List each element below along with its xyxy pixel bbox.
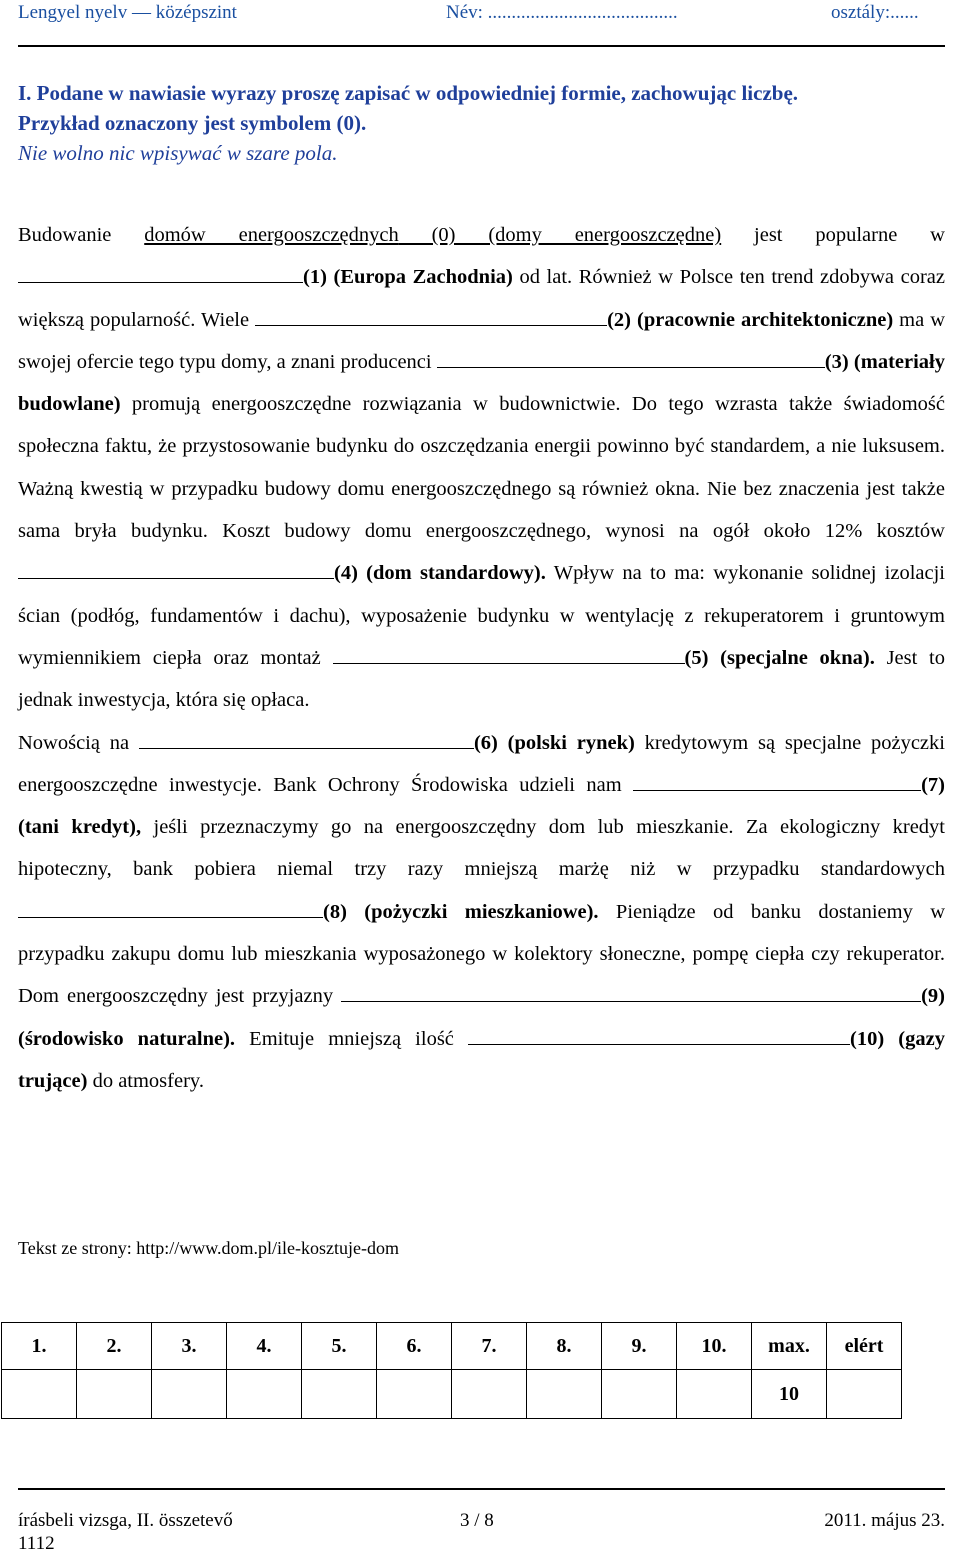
header-subject: Lengyel nyelv — középszint bbox=[18, 2, 237, 23]
score-cell[interactable] bbox=[677, 1370, 752, 1419]
gap-label-8: (8) (pożyczki mieszkaniowe). bbox=[323, 900, 599, 923]
score-header-max: max. bbox=[752, 1323, 827, 1370]
score-cell[interactable] bbox=[377, 1370, 452, 1419]
text-segment: Budowanie bbox=[18, 224, 145, 246]
score-header-8: 8. bbox=[527, 1323, 602, 1370]
score-cell[interactable] bbox=[77, 1370, 152, 1419]
text-segment: jeśli przeznaczymy go na energooszczędny dom lub mieszkanie. Za ekologiczny kredyt hipoteczny, bank pobiera niemal trzy razy mniejszą marżę niż w przypadku standardowych bbox=[18, 816, 945, 881]
text-segment: od lat. Również w Polsce ten trend zdobywa coraz większą popularność. Wiele bbox=[18, 266, 945, 331]
footer-code: 1112 bbox=[18, 1533, 55, 1554]
text-segment: Jest to jednak inwestycja, która się opłaca. bbox=[18, 646, 946, 712]
example-hint: (0) (domy energooszczędne) bbox=[398, 224, 722, 246]
gap-label-7: (7) (tani kredyt), bbox=[18, 773, 945, 839]
score-achieved-cell[interactable] bbox=[827, 1370, 902, 1419]
gap-label-2: (2) (pracownie architektoniczne) bbox=[607, 308, 894, 331]
text-segment: do atmosfery. bbox=[87, 1069, 204, 1092]
score-header-10: 10. bbox=[677, 1323, 752, 1370]
score-header-7: 7. bbox=[452, 1323, 527, 1370]
paragraph-2 bbox=[18, 722, 945, 1103]
footer-page-number: 3 / 8 bbox=[460, 1510, 494, 1531]
exercise-text bbox=[18, 214, 945, 1102]
score-header-row bbox=[2, 1323, 902, 1370]
gap-label-9: (9) (środowisko naturalne). bbox=[18, 985, 945, 1050]
text-segment: ma w swojej ofercie tego typu domy, a znani producenci bbox=[18, 308, 946, 373]
source-citation: Tekst ze strony: http://www.dom.pl/ile-kosztuje-dom bbox=[18, 1238, 400, 1258]
instruction-line-2: Przykład oznaczony jest symbolem (0). bbox=[18, 111, 367, 135]
text-segment: Emituje mniejszą ilość bbox=[235, 1027, 469, 1050]
footer-rule bbox=[18, 1488, 945, 1490]
score-cell[interactable] bbox=[302, 1370, 377, 1419]
answer-gap-5[interactable] bbox=[333, 643, 685, 664]
example-answer: domów energooszczędnych bbox=[144, 224, 399, 246]
text-segment: Wpływ na to ma: wykonanie solidnej izolacji ścian (podłóg, fundamentów i dachu), wyposażenie budynku w wentylację z rekuperatorem i gruntowym wymiennikiem ciepła oraz montaż bbox=[18, 562, 945, 669]
score-cell[interactable] bbox=[452, 1370, 527, 1419]
score-header-5: 5. bbox=[302, 1323, 377, 1370]
header-rule bbox=[18, 45, 945, 47]
footer-exam-part: írásbeli vizsga, II. összetevő bbox=[18, 1510, 233, 1531]
score-cell[interactable] bbox=[227, 1370, 302, 1419]
text-segment: jest popularne w bbox=[721, 224, 945, 246]
gap-label-3: (3) (materiały budowlane) bbox=[18, 350, 945, 416]
text-segment: kredytowym są specjalne pożyczki energooszczędne inwestycje. Bank Ochrony Środowiska udzieli nam bbox=[18, 731, 945, 796]
score-header-6: 6. bbox=[377, 1323, 452, 1370]
score-value-row bbox=[2, 1370, 902, 1419]
score-header-4: 4. bbox=[227, 1323, 302, 1370]
answer-gap-3[interactable] bbox=[437, 347, 825, 368]
answer-gap-9[interactable] bbox=[341, 981, 921, 1002]
paragraph-1 bbox=[18, 214, 945, 722]
score-cell[interactable] bbox=[2, 1370, 77, 1419]
score-header-9: 9. bbox=[602, 1323, 677, 1370]
score-cell[interactable] bbox=[152, 1370, 227, 1419]
gap-label-10: (10) (gazy trujące) bbox=[18, 1027, 945, 1092]
gap-label-4: (4) (dom standardowy). bbox=[334, 562, 546, 585]
text-segment: Pieniądze od banku dostaniemy w przypadku zakupu domu lub mieszkania wyposażonego w kolektory słoneczne, pompę ciepła czy rekuperator. Dom energooszczędny jest przyjazny bbox=[18, 900, 945, 1008]
answer-gap-4[interactable] bbox=[18, 558, 334, 579]
score-header-achieved: elért bbox=[827, 1323, 902, 1370]
page-header bbox=[18, 0, 945, 40]
instruction-line-1: I. Podane w nawiasie wyrazy proszę zapisać w odpowiedniej formie, zachowując liczbę. bbox=[18, 81, 799, 105]
answer-gap-2[interactable] bbox=[255, 305, 607, 326]
answer-gap-7[interactable] bbox=[633, 770, 921, 791]
text-segment: Nowością na bbox=[18, 731, 139, 754]
score-cell[interactable] bbox=[602, 1370, 677, 1419]
header-name-field: Név: ........................................ bbox=[446, 2, 678, 23]
answer-gap-1[interactable] bbox=[18, 262, 303, 283]
gap-label-1: (1) (Europa Zachodnia) bbox=[303, 266, 513, 289]
header-class-field: osztály:...... bbox=[831, 2, 919, 23]
answer-gap-8[interactable] bbox=[18, 897, 323, 918]
score-table bbox=[1, 1322, 902, 1419]
score-header-3: 3. bbox=[152, 1323, 227, 1370]
instruction-line-3: Nie wolno nic wpisywać w szare pola. bbox=[18, 141, 338, 165]
answer-gap-6[interactable] bbox=[139, 728, 474, 749]
gap-label-6: (6) (polski rynek) bbox=[473, 731, 635, 754]
task-instructions bbox=[18, 78, 945, 168]
score-cell[interactable] bbox=[527, 1370, 602, 1419]
score-header-2: 2. bbox=[77, 1323, 152, 1370]
footer-date: 2011. május 23. bbox=[824, 1510, 945, 1531]
answer-gap-10[interactable] bbox=[468, 1024, 850, 1045]
gap-label-5: (5) (specjalne okna). bbox=[684, 646, 875, 669]
score-header-1: 1. bbox=[2, 1323, 77, 1370]
text-segment: promują energooszczędne rozwiązania w budownictwie. Do tego wzrasta także świadomość społeczna faktu, że przystosowanie budynku do oszczędzania energii powinno być standardem, a nie luksusem. Ważną kwestią w przypadku budowy domu energooszczędnego są również okna. Nie bez znaczenia jest także sama bryła budynku. Koszt budowy domu energooszczędnego, wynosi na ogół około 12% kosztów bbox=[18, 393, 945, 543]
score-max-value: 10 bbox=[752, 1370, 827, 1419]
